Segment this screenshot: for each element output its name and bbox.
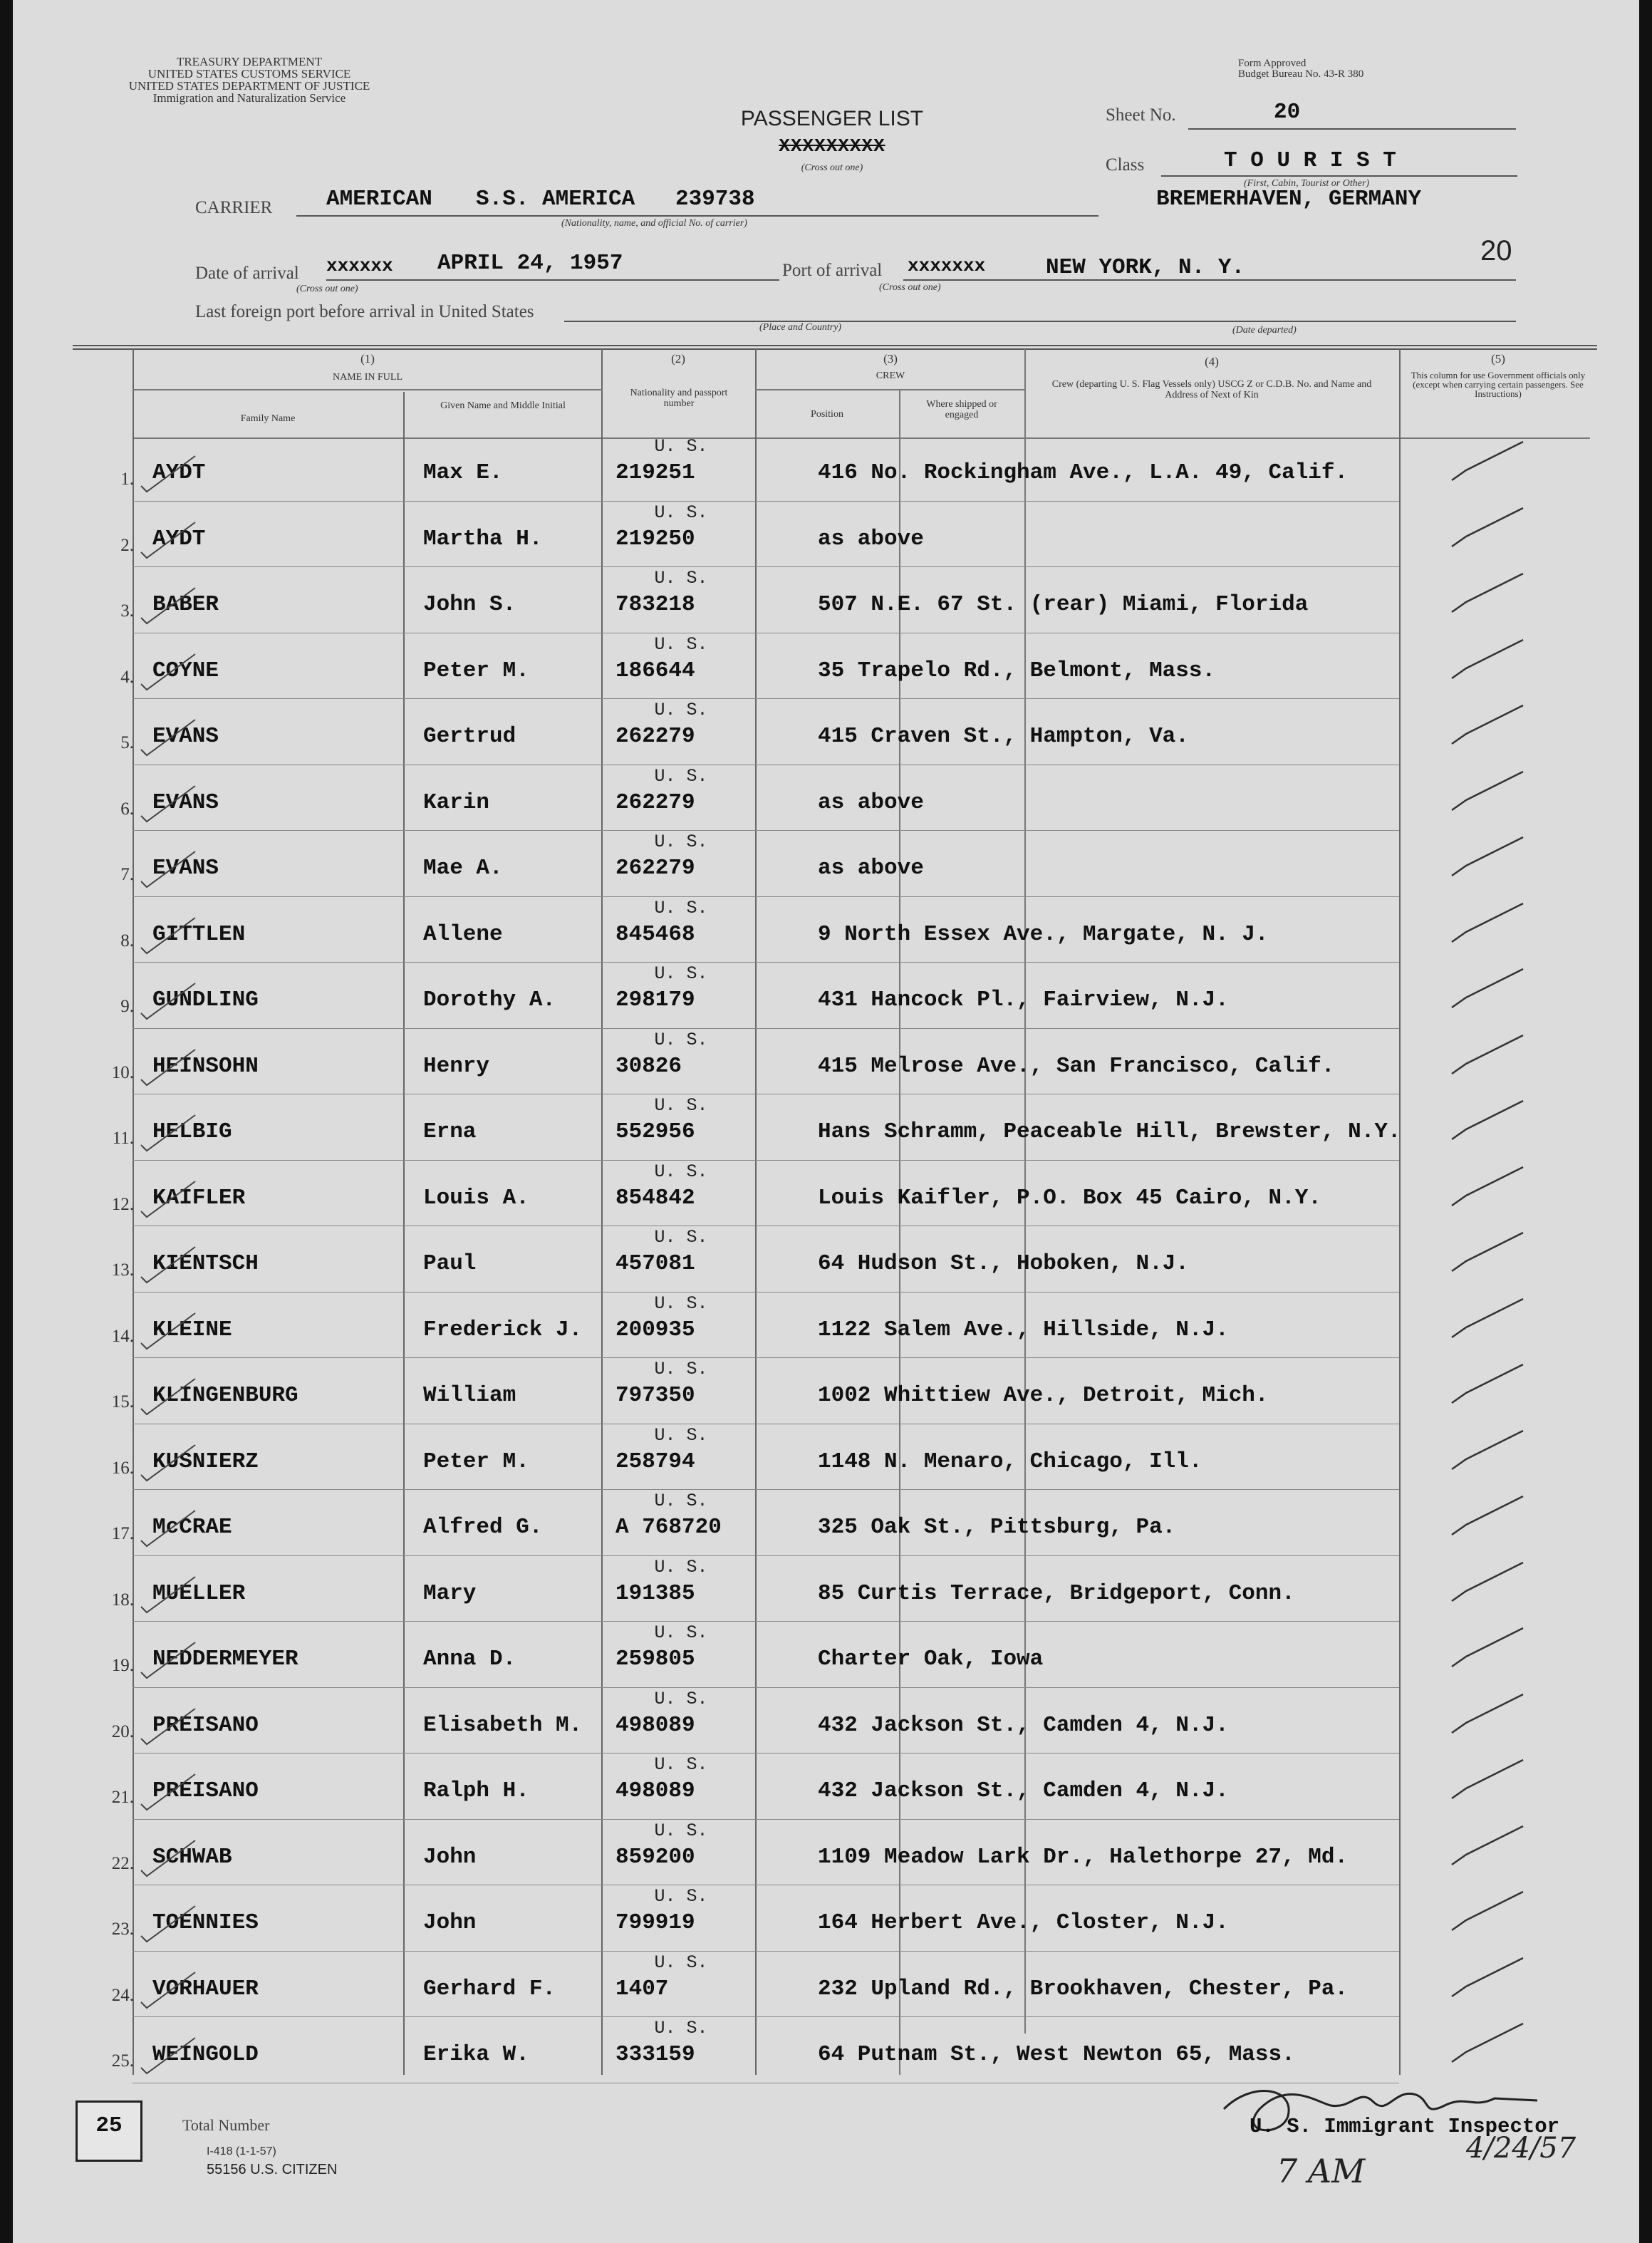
table-row xyxy=(13,1293,1639,1359)
given-name: Martha H. xyxy=(423,526,543,551)
family-name: EVANS xyxy=(152,724,219,749)
row-divider xyxy=(133,501,1399,502)
passport-number: 30826 xyxy=(615,1053,682,1079)
check-mark-icon xyxy=(138,1374,202,1417)
check-mark-icon xyxy=(1445,502,1530,552)
check-mark-icon xyxy=(138,1770,202,1813)
passport-number: 258794 xyxy=(615,1449,695,1474)
row-number: 17. xyxy=(111,1524,134,1543)
check-mark-icon xyxy=(138,518,202,561)
sheet-label: Sheet No. xyxy=(1106,105,1176,125)
family-name: AYDT xyxy=(152,526,206,551)
given-name: Erna xyxy=(423,1119,477,1144)
check-mark-icon xyxy=(1445,1161,1530,1211)
given-name: William xyxy=(423,1383,516,1408)
nationality-label: U. S. xyxy=(654,765,708,787)
check-mark-icon xyxy=(1445,634,1530,684)
family-name: TOENNIES xyxy=(152,1910,259,1935)
check-mark-icon xyxy=(1445,963,1530,1013)
family-name: HELBIG xyxy=(152,1119,232,1144)
family-name: BABER xyxy=(152,592,219,617)
class-value: T O U R I S T xyxy=(1224,148,1396,173)
check-mark-icon xyxy=(138,1177,202,1220)
given-name: John xyxy=(423,1844,477,1870)
check-mark-icon xyxy=(138,1902,202,1944)
table-row xyxy=(13,700,1639,765)
check-mark-icon xyxy=(1445,1030,1530,1079)
check-mark-icon xyxy=(1445,1754,1530,1804)
arrival-port-note: (Cross out one) xyxy=(879,282,941,293)
row-number: 19. xyxy=(111,1656,134,1675)
check-mark-icon xyxy=(138,1243,202,1285)
address: 416 No. Rockingham Ave., L.A. 49, Calif. xyxy=(818,460,1349,485)
check-mark-icon xyxy=(1445,1820,1530,1870)
family-name: EVANS xyxy=(152,789,219,815)
agency-block xyxy=(64,56,435,104)
check-mark-icon xyxy=(1445,2018,1530,2068)
last-port-date-note: (Date departed) xyxy=(1232,325,1297,336)
check-mark-icon xyxy=(138,1573,202,1615)
table-row xyxy=(13,766,1639,832)
row-divider xyxy=(133,566,1399,567)
row-number: 22. xyxy=(111,1853,134,1873)
family-name: KLEINE xyxy=(152,1317,232,1342)
inspector-title: U. S. Immigrant Inspector xyxy=(1250,2115,1560,2138)
table-row xyxy=(13,634,1639,700)
nationality-label: U. S. xyxy=(654,1095,708,1116)
check-mark-icon xyxy=(138,650,202,693)
check-mark-icon xyxy=(138,1045,202,1088)
nationality-label: U. S. xyxy=(654,1820,708,1841)
row-divider xyxy=(133,1555,1399,1556)
given-name: Anna D. xyxy=(423,1647,516,1672)
agency-dept1: TREASURY DEPARTMENT xyxy=(176,55,323,68)
check-mark-icon xyxy=(1445,1952,1530,2002)
table-row xyxy=(13,502,1639,568)
row-divider xyxy=(133,698,1399,699)
nationality-label: U. S. xyxy=(654,1622,708,1643)
passport-number: 262279 xyxy=(615,856,695,881)
row-divider xyxy=(133,830,1399,831)
given-name: Gerhard F. xyxy=(423,1976,556,2001)
check-mark-icon xyxy=(138,584,202,626)
family-name: SCHWAB xyxy=(152,1844,232,1870)
passport-number: 262279 xyxy=(615,789,695,815)
table-row xyxy=(13,963,1639,1029)
col-shipped: Where shipped or engaged xyxy=(926,399,997,420)
row-number: 6. xyxy=(120,799,134,819)
check-mark-icon xyxy=(1445,700,1530,750)
table-row xyxy=(13,832,1639,897)
table-row xyxy=(13,436,1639,502)
nationality-label: U. S. xyxy=(654,1293,708,1314)
list-title: PASSENGER LIST xyxy=(740,107,924,130)
row-divider xyxy=(133,1819,1399,1820)
check-mark-icon xyxy=(1445,766,1530,816)
check-mark-icon xyxy=(138,1441,202,1483)
row-number: 13. xyxy=(111,1260,134,1280)
check-mark-icon xyxy=(138,1836,202,1879)
address: 415 Craven St., Hampton, Va. xyxy=(818,724,1189,749)
address: 1122 Salem Ave., Hillside, N.J. xyxy=(818,1317,1229,1342)
nationality-label: U. S. xyxy=(654,1491,708,1511)
row-number: 11. xyxy=(112,1129,134,1148)
family-name: COYNE xyxy=(152,658,219,683)
col4-crew-info: Crew (departing U. S. Flag Vessels only) USCG Z or C.D.B. No. and Name and Address of Next of Kin xyxy=(1051,379,1372,400)
row-divider xyxy=(133,2016,1399,2017)
passport-number: 845468 xyxy=(615,921,695,947)
table-row xyxy=(13,1227,1639,1293)
class-note: (First, Cabin, Tourist or Other) xyxy=(1244,178,1370,189)
row-divider xyxy=(133,896,1399,897)
check-mark-icon xyxy=(138,452,202,494)
given-name: Frederick J. xyxy=(423,1317,583,1342)
passport-number: 186644 xyxy=(615,658,695,683)
given-name: Henry xyxy=(423,1053,490,1079)
passport-number: 797350 xyxy=(615,1383,695,1408)
departure-port: BREMERHAVEN, GERMANY xyxy=(1156,187,1422,212)
check-mark-icon xyxy=(1445,1622,1530,1672)
given-name: Mae A. xyxy=(423,856,503,881)
address: 232 Upland Rd., Brookhaven, Chester, Pa. xyxy=(818,1976,1349,2001)
check-mark-icon xyxy=(138,715,202,758)
nationality-label: U. S. xyxy=(654,1886,708,1907)
check-mark-icon xyxy=(138,979,202,1022)
row-number: 5. xyxy=(120,733,134,752)
given-name: John xyxy=(423,1910,477,1935)
check-mark-icon xyxy=(1445,1425,1530,1475)
arrival-port: NEW YORK, N. Y. xyxy=(1046,255,1245,280)
carrier-note: (Nationality, name, and official No. of carrier) xyxy=(561,218,747,229)
passport-number: 498089 xyxy=(615,1712,695,1738)
family-name: KUSNIERZ xyxy=(152,1449,259,1474)
table-row xyxy=(13,1820,1639,1886)
sheet-number: 20 xyxy=(1274,100,1301,125)
nationality-label: U. S. xyxy=(654,1952,708,1973)
given-name: Louis A. xyxy=(423,1185,529,1211)
check-mark-icon xyxy=(1445,1886,1530,1936)
row-divider xyxy=(133,1951,1399,1952)
given-name: Gertrud xyxy=(423,724,516,749)
row-number: 16. xyxy=(111,1458,134,1478)
check-mark-icon xyxy=(1445,1095,1530,1145)
page-number: 20 xyxy=(1480,235,1512,266)
passport-number: 498089 xyxy=(615,1778,695,1803)
check-mark-icon xyxy=(1445,1293,1530,1343)
address: 64 Putnam St., West Newton 65, Mass. xyxy=(818,2042,1295,2067)
address: 507 N.E. 67 St. (rear) Miami, Florida xyxy=(818,592,1309,617)
passport-number: 1407 xyxy=(615,1976,669,2001)
row-number: 24. xyxy=(111,1985,134,2005)
nationality-label: U. S. xyxy=(654,963,708,984)
carrier-label: CARRIER xyxy=(195,198,273,217)
table-row xyxy=(13,1425,1639,1491)
check-mark-icon xyxy=(138,913,202,956)
row-number: 18. xyxy=(111,1590,134,1610)
address: 431 Hancock Pl., Fairview, N.J. xyxy=(818,988,1229,1012)
carrier-nationality: AMERICAN xyxy=(326,187,432,212)
address: 9 North Essex Ave., Margate, N. J. xyxy=(818,921,1269,947)
list-title-note: (Cross out one) xyxy=(801,162,863,173)
carrier-number: 239738 xyxy=(675,187,755,212)
given-name: John S. xyxy=(423,592,516,617)
col-nationality: Nationality and passport number xyxy=(630,388,728,409)
arrival-date-label: Date of arrival xyxy=(195,264,299,283)
given-name: Allene xyxy=(423,921,503,947)
nationality-label: U. S. xyxy=(654,700,708,720)
row-number: 8. xyxy=(120,931,134,950)
address: 325 Oak St., Pittsburg, Pa. xyxy=(818,1515,1176,1540)
col3-crew: CREW xyxy=(876,371,905,381)
address: as above xyxy=(818,526,924,551)
row-number: 12. xyxy=(111,1194,134,1214)
col5-number: (5) xyxy=(1491,352,1505,366)
address: 432 Jackson St., Camden 4, N.J. xyxy=(818,1712,1229,1738)
col3-number: (3) xyxy=(883,352,898,366)
check-mark-icon xyxy=(138,1638,202,1681)
address: 432 Jackson St., Camden 4, N.J. xyxy=(818,1778,1229,1803)
nationality-label: U. S. xyxy=(654,2018,708,2039)
nationality-label: U. S. xyxy=(654,1161,708,1182)
family-name: KIENTSCH xyxy=(152,1251,259,1276)
col-given-name: Given Name and Middle Initial xyxy=(440,400,566,411)
col-family-name: Family Name xyxy=(240,413,296,424)
given-name: Peter M. xyxy=(423,658,529,683)
nationality-label: U. S. xyxy=(654,1424,708,1446)
list-title-crossed: XXXXXXXXX xyxy=(779,135,885,157)
given-name: Dorothy A. xyxy=(423,988,556,1012)
table-row xyxy=(13,1754,1639,1820)
row-number: 21. xyxy=(111,1788,134,1807)
col2-number: (2) xyxy=(671,352,685,366)
check-mark-icon xyxy=(1445,1689,1530,1739)
address: 1109 Meadow Lark Dr., Halethorpe 27, Md. xyxy=(818,1844,1349,1870)
passport-number: 552956 xyxy=(615,1119,695,1144)
table-row xyxy=(13,1886,1639,1952)
row-divider xyxy=(133,1753,1399,1754)
form-approved-line1: Form Approved xyxy=(1238,58,1306,69)
family-name: AYDT xyxy=(152,460,206,485)
given-name: Peter M. xyxy=(423,1449,529,1474)
citizen-code: 55156 U.S. CITIZEN xyxy=(207,2162,338,2177)
table-row xyxy=(13,568,1639,633)
col5-gov-use: This column for use Government officials only (except when carrying certain passengers. See Instructions) xyxy=(1411,370,1586,399)
nationality-label: U. S. xyxy=(654,502,708,523)
table-row xyxy=(13,1030,1639,1095)
row-number: 3. xyxy=(120,601,134,621)
check-mark-icon xyxy=(138,847,202,890)
col-position: Position xyxy=(811,409,843,420)
family-name: KLINGENBURG xyxy=(152,1383,298,1408)
address: Louis Kaifler, P.O. Box 45 Cairo, N.Y. xyxy=(818,1185,1321,1211)
passport-number: 457081 xyxy=(615,1251,695,1276)
row-number: 1. xyxy=(120,470,134,489)
given-name: Elisabeth M. xyxy=(423,1712,583,1738)
address: 415 Melrose Ave., San Francisco, Calif. xyxy=(818,1053,1335,1079)
table-row xyxy=(13,1622,1639,1688)
family-name: PREISANO xyxy=(152,1712,259,1738)
passport-number: 859200 xyxy=(615,1844,695,1870)
nationality-label: U. S. xyxy=(654,1754,708,1775)
table-row xyxy=(13,1952,1639,2018)
address: as above xyxy=(818,856,924,881)
check-mark-icon xyxy=(138,1111,202,1154)
family-name: McCRAE xyxy=(152,1515,232,1540)
nationality-label: U. S. xyxy=(654,568,708,589)
row-divider xyxy=(133,1292,1399,1293)
given-name: Alfred G. xyxy=(423,1515,543,1540)
row-number: 9. xyxy=(120,997,134,1016)
table-row xyxy=(13,1557,1639,1622)
nationality-label: U. S. xyxy=(654,1688,708,1709)
address: 85 Curtis Terrace, Bridgeport, Conn. xyxy=(818,1580,1295,1606)
row-number: 4. xyxy=(120,667,134,687)
check-mark-icon xyxy=(138,782,202,824)
given-name: Mary xyxy=(423,1580,477,1606)
passenger-list-page xyxy=(13,0,1639,2243)
form-number: I-418 (1-1-57) xyxy=(207,2145,276,2157)
check-mark-icon xyxy=(1445,1227,1530,1277)
nationality-label: U. S. xyxy=(654,1359,708,1379)
passport-number: 219250 xyxy=(615,526,695,551)
nationality-label: U. S. xyxy=(654,897,708,918)
table-row xyxy=(13,898,1639,963)
check-mark-icon xyxy=(138,2034,202,2076)
row-divider xyxy=(133,1489,1399,1490)
family-name: WEINGOLD xyxy=(152,2042,259,2067)
passport-number: 298179 xyxy=(615,988,695,1012)
inspection-time: 7 AM xyxy=(1277,2152,1366,2190)
family-name: GUNDLING xyxy=(152,988,259,1012)
given-name: Paul xyxy=(423,1251,477,1276)
address: 164 Herbert Ave., Closter, N.J. xyxy=(818,1910,1229,1935)
nationality-label: U. S. xyxy=(654,832,708,852)
nationality-label: U. S. xyxy=(654,633,708,655)
nationality-label: U. S. xyxy=(654,436,708,457)
inspection-date: 4/24/57 xyxy=(1466,2132,1576,2165)
passport-number: 854842 xyxy=(615,1185,695,1211)
given-name: Erika W. xyxy=(423,2042,529,2067)
agency-dept4: Immigration and Naturalization Service xyxy=(152,91,346,105)
row-number: 15. xyxy=(111,1392,134,1411)
row-number: 25. xyxy=(111,2051,134,2071)
family-name: MUELLER xyxy=(152,1580,246,1606)
check-mark-icon xyxy=(1445,1491,1530,1540)
col4-number: (4) xyxy=(1205,355,1219,368)
passport-number: 200935 xyxy=(615,1317,695,1342)
address: Hans Schramm, Peaceable Hill, Brewster, N.Y. xyxy=(818,1119,1401,1144)
family-name: PREISANO xyxy=(152,1778,259,1803)
check-mark-icon xyxy=(1445,832,1530,881)
row-number: 23. xyxy=(111,1920,134,1939)
row-divider xyxy=(133,1687,1399,1688)
nationality-label: U. S. xyxy=(654,1556,708,1578)
address: 64 Hudson St., Hoboken, N.J. xyxy=(818,1251,1189,1276)
check-mark-icon xyxy=(138,1968,202,2011)
check-mark-icon xyxy=(138,1506,202,1549)
col1-title: NAME IN FULL xyxy=(333,372,402,383)
passport-number: 333159 xyxy=(615,2042,695,2067)
col1-number: (1) xyxy=(360,352,375,366)
row-number: 2. xyxy=(120,535,134,555)
row-number: 7. xyxy=(120,865,134,884)
passport-number: 783218 xyxy=(615,592,695,617)
class-label: Class xyxy=(1106,155,1145,175)
row-divider xyxy=(133,1357,1399,1358)
check-mark-icon xyxy=(1445,1557,1530,1607)
family-name: VORHAUER xyxy=(152,1976,259,2001)
family-name: NEDDERMEYER xyxy=(152,1647,298,1672)
given-name: Ralph H. xyxy=(423,1778,529,1803)
passport-number: 191385 xyxy=(615,1580,695,1606)
check-mark-icon xyxy=(1445,436,1530,486)
row-divider xyxy=(133,1621,1399,1622)
family-name: EVANS xyxy=(152,856,219,881)
passport-number: 799919 xyxy=(615,1910,695,1935)
arrival-port-crossed: xxxxxxx xyxy=(908,255,986,276)
check-mark-icon xyxy=(1445,898,1530,948)
arrival-date-note: (Cross out one) xyxy=(296,284,358,294)
carrier-name: S.S. AMERICA xyxy=(476,187,635,212)
nationality-label: U. S. xyxy=(654,1227,708,1248)
family-name: HEINSOHN xyxy=(152,1053,259,1079)
arrival-date: APRIL 24, 1957 xyxy=(437,251,623,276)
agency-dept3: UNITED STATES DEPARTMENT OF JUSTICE xyxy=(128,79,370,93)
address: 35 Trapelo Rd., Belmont, Mass. xyxy=(818,658,1216,683)
form-approved xyxy=(1238,58,1363,80)
address: 1148 N. Menaro, Chicago, Ill. xyxy=(818,1449,1202,1474)
passport-number: 219251 xyxy=(615,460,695,485)
given-name: Max E. xyxy=(423,460,503,485)
check-mark-icon xyxy=(138,1704,202,1747)
arrival-date-crossed: xxxxxx xyxy=(326,255,393,276)
passport-number: 259805 xyxy=(615,1647,695,1672)
row-number: 10. xyxy=(111,1062,134,1082)
row-number: 20. xyxy=(111,1721,134,1741)
address: Charter Oak, Iowa xyxy=(818,1647,1044,1672)
family-name: KAIFLER xyxy=(152,1185,246,1211)
table-row xyxy=(13,1095,1639,1161)
passport-number: 262279 xyxy=(615,724,695,749)
row-divider xyxy=(133,962,1399,963)
passport-number: A 768720 xyxy=(615,1515,722,1540)
arrival-port-label: Port of arrival xyxy=(782,261,883,280)
address: as above xyxy=(818,789,924,815)
agency-dept2: UNITED STATES CUSTOMS SERVICE xyxy=(147,67,351,81)
row-divider xyxy=(133,1028,1399,1029)
address: 1002 Whittiew Ave., Detroit, Mich. xyxy=(818,1383,1269,1408)
last-port-label: Last foreign port before arrival in United States xyxy=(195,302,534,321)
given-name: Karin xyxy=(423,789,490,815)
last-port-place-note: (Place and Country) xyxy=(759,322,842,333)
check-mark-icon xyxy=(138,1309,202,1352)
table-row xyxy=(13,1689,1639,1754)
table-row xyxy=(13,1359,1639,1424)
family-name: GITTLEN xyxy=(152,921,246,947)
check-mark-icon xyxy=(1445,1359,1530,1409)
table-row xyxy=(13,1491,1639,1556)
row-divider xyxy=(133,1160,1399,1161)
total-number: 25 xyxy=(95,2113,123,2138)
table-row xyxy=(13,1161,1639,1227)
nationality-label: U. S. xyxy=(654,1029,708,1050)
total-label: Total Number xyxy=(182,2116,270,2134)
form-approved-line2: Budget Bureau No. 43-R 380 xyxy=(1238,68,1364,80)
check-mark-icon xyxy=(1445,568,1530,618)
row-number: 14. xyxy=(111,1326,134,1346)
